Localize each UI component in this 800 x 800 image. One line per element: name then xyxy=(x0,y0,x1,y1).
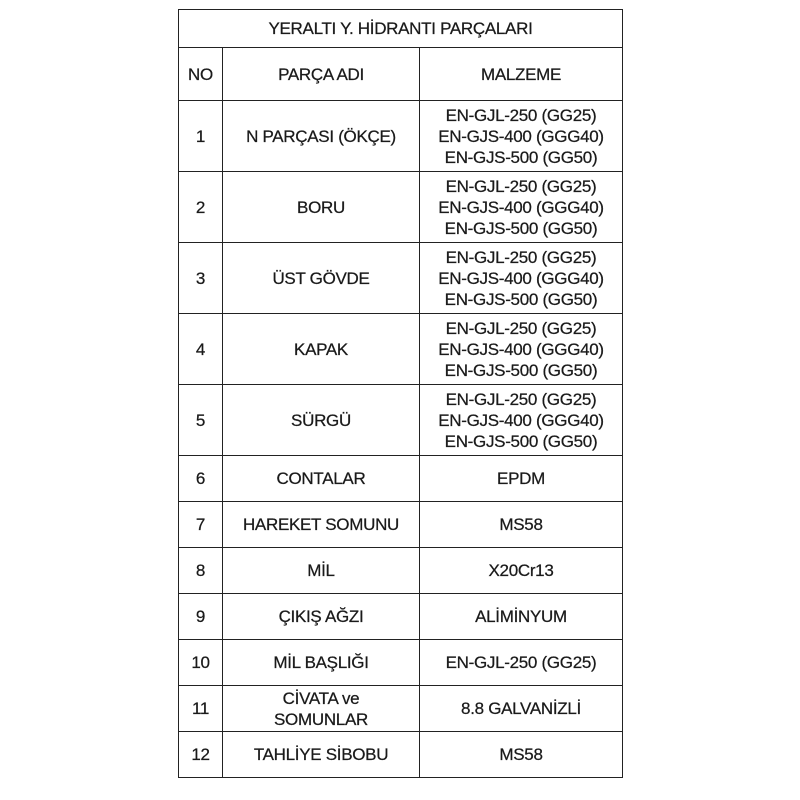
row-number: 12 xyxy=(179,732,223,778)
header-material: MALZEME xyxy=(420,48,623,101)
row-number: 6 xyxy=(179,456,223,502)
material-line: EN-GJS-500 (GG50) xyxy=(444,147,598,167)
parts-table xyxy=(178,9,623,778)
part-material xyxy=(420,686,623,732)
material-line: EN-GJS-500 (GG50) xyxy=(444,218,598,238)
material-line: EN-GJL-250 (GG25) xyxy=(445,653,597,672)
part-name: MİL xyxy=(223,548,420,594)
material-line: X20Cr13 xyxy=(488,561,554,580)
row-number: 3 xyxy=(179,243,223,314)
part-material xyxy=(420,385,623,456)
part-name-line: SOMUNLAR xyxy=(274,709,368,729)
part-name: MİL BAŞLIĞI xyxy=(223,640,420,686)
part-name-line: CİVATA ve xyxy=(282,688,360,708)
row-number: 11 xyxy=(179,686,223,732)
table-row xyxy=(179,502,623,548)
part-material xyxy=(420,732,623,778)
row-number: 2 xyxy=(179,172,223,243)
material-line: 8.8 GALVANİZLİ xyxy=(461,699,581,718)
material-line: EN-GJL-250 (GG25) xyxy=(445,176,597,196)
material-line: EN-GJL-250 (GG25) xyxy=(445,389,597,409)
material-line: EN-GJS-400 (GGG40) xyxy=(438,126,604,146)
part-name xyxy=(223,686,420,732)
material-line: EN-GJS-500 (GG50) xyxy=(444,289,598,309)
table-row xyxy=(179,101,623,172)
table-row xyxy=(179,172,623,243)
material-line: MS58 xyxy=(499,745,543,764)
part-name: KAPAK xyxy=(223,314,420,385)
title-row xyxy=(179,10,623,48)
part-material xyxy=(420,243,623,314)
part-name: N PARÇASI (ÖKÇE) xyxy=(223,101,420,172)
part-name: CONTALAR xyxy=(223,456,420,502)
row-number: 4 xyxy=(179,314,223,385)
part-material xyxy=(420,314,623,385)
header-row xyxy=(179,48,623,101)
table-row xyxy=(179,456,623,502)
row-number: 8 xyxy=(179,548,223,594)
part-material xyxy=(420,456,623,502)
part-material xyxy=(420,640,623,686)
part-material xyxy=(420,101,623,172)
part-material xyxy=(420,548,623,594)
part-name: SÜRGÜ xyxy=(223,385,420,456)
material-line: EPDM xyxy=(497,469,545,488)
material-line: EN-GJL-250 (GG25) xyxy=(445,247,597,267)
material-line: EN-GJS-400 (GGG40) xyxy=(438,339,604,359)
part-name: ÜST GÖVDE xyxy=(223,243,420,314)
material-line: MS58 xyxy=(499,515,543,534)
material-line: EN-GJS-400 (GGG40) xyxy=(438,197,604,217)
part-name: BORU xyxy=(223,172,420,243)
material-line: ALİMİNYUM xyxy=(475,607,567,626)
row-number: 1 xyxy=(179,101,223,172)
row-number: 10 xyxy=(179,640,223,686)
row-number: 7 xyxy=(179,502,223,548)
material-line: EN-GJS-500 (GG50) xyxy=(444,360,598,380)
table-row xyxy=(179,243,623,314)
part-material xyxy=(420,172,623,243)
part-name: TAHLİYE SİBOBU xyxy=(223,732,420,778)
row-number: 9 xyxy=(179,594,223,640)
material-line: EN-GJS-400 (GGG40) xyxy=(438,268,604,288)
table-row xyxy=(179,385,623,456)
part-material xyxy=(420,502,623,548)
header-part-name: PARÇA ADI xyxy=(223,48,420,101)
part-name: HAREKET SOMUNU xyxy=(223,502,420,548)
material-line: EN-GJL-250 (GG25) xyxy=(445,318,597,338)
header-no: NO xyxy=(179,48,223,101)
material-line: EN-GJS-500 (GG50) xyxy=(444,431,598,451)
table-row xyxy=(179,548,623,594)
row-number: 5 xyxy=(179,385,223,456)
material-line: EN-GJS-400 (GGG40) xyxy=(438,410,604,430)
table-title: YERALTI Y. HİDRANTI PARÇALARI xyxy=(179,10,623,48)
table-row xyxy=(179,732,623,778)
table-row xyxy=(179,314,623,385)
table-row xyxy=(179,594,623,640)
table-row xyxy=(179,686,623,732)
part-material xyxy=(420,594,623,640)
material-line: EN-GJL-250 (GG25) xyxy=(445,105,597,125)
table-body xyxy=(179,101,623,778)
table-row xyxy=(179,640,623,686)
part-name: ÇIKIŞ AĞZI xyxy=(223,594,420,640)
